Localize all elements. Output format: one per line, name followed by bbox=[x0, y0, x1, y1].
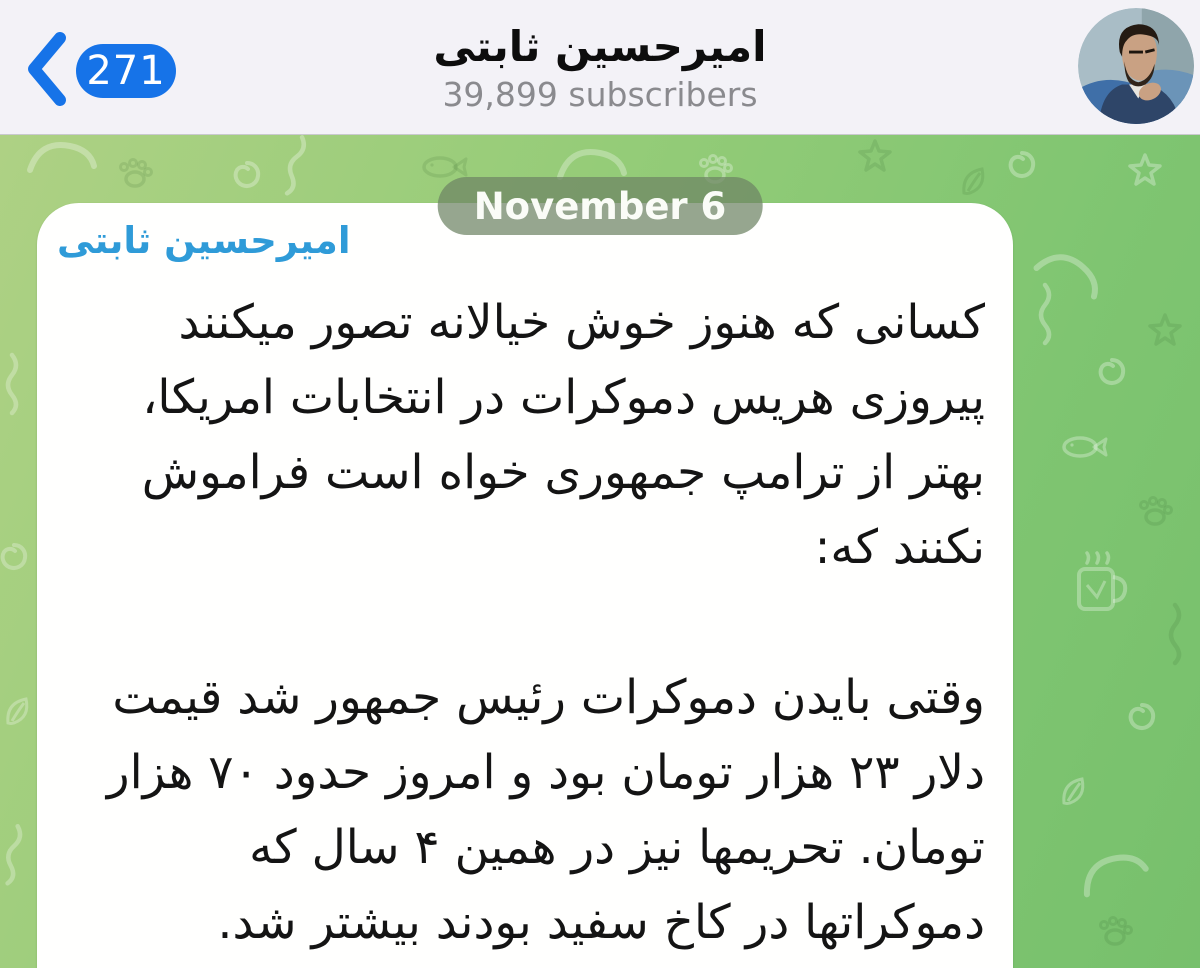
back-chevron-icon[interactable] bbox=[26, 32, 68, 106]
unread-count-label: 271 bbox=[86, 48, 166, 94]
message-line: کسانی که هنوز خوش خیالانه تصور میکنند bbox=[178, 295, 985, 350]
chat-title: امیرحسین ثابتی bbox=[433, 22, 767, 71]
message-sender-name[interactable]: امیرحسین ثابتی bbox=[57, 219, 351, 262]
date-separator-pill[interactable] bbox=[438, 177, 763, 235]
chat-header bbox=[0, 0, 1200, 135]
message-line: وقتی بایدن دموکرات رئیس جمهور شد قیمت bbox=[112, 670, 985, 725]
message-line: نکنند که: bbox=[814, 520, 985, 575]
chat-title-block[interactable] bbox=[250, 14, 950, 124]
message-line: دلار ۲۳ هزار تومان بود و امروز حدود ۷۰ هزار bbox=[106, 745, 985, 800]
avatar-photo-illustration bbox=[1078, 8, 1194, 124]
message-line: دموکراتها در کاخ سفید بودند بیشتر شد. bbox=[217, 895, 985, 950]
date-label: November 6 bbox=[473, 184, 727, 228]
chat-subscribers: 39,899 subscribers bbox=[442, 75, 758, 114]
unread-count-badge[interactable] bbox=[76, 44, 176, 98]
message-line: تومان. تحریمها نیز در همین ۴ سال که bbox=[249, 820, 985, 875]
message-text bbox=[67, 285, 985, 960]
message-bubble[interactable] bbox=[37, 203, 1013, 968]
message-line-blank bbox=[67, 585, 985, 660]
message-line: بهتر از ترامپ جمهوری خواه است فراموش bbox=[141, 445, 985, 500]
message-line: پیروزی هریس دموکرات در انتخابات امریکا، bbox=[142, 370, 985, 425]
chat-background bbox=[0, 135, 1200, 968]
channel-avatar[interactable] bbox=[1078, 8, 1194, 124]
